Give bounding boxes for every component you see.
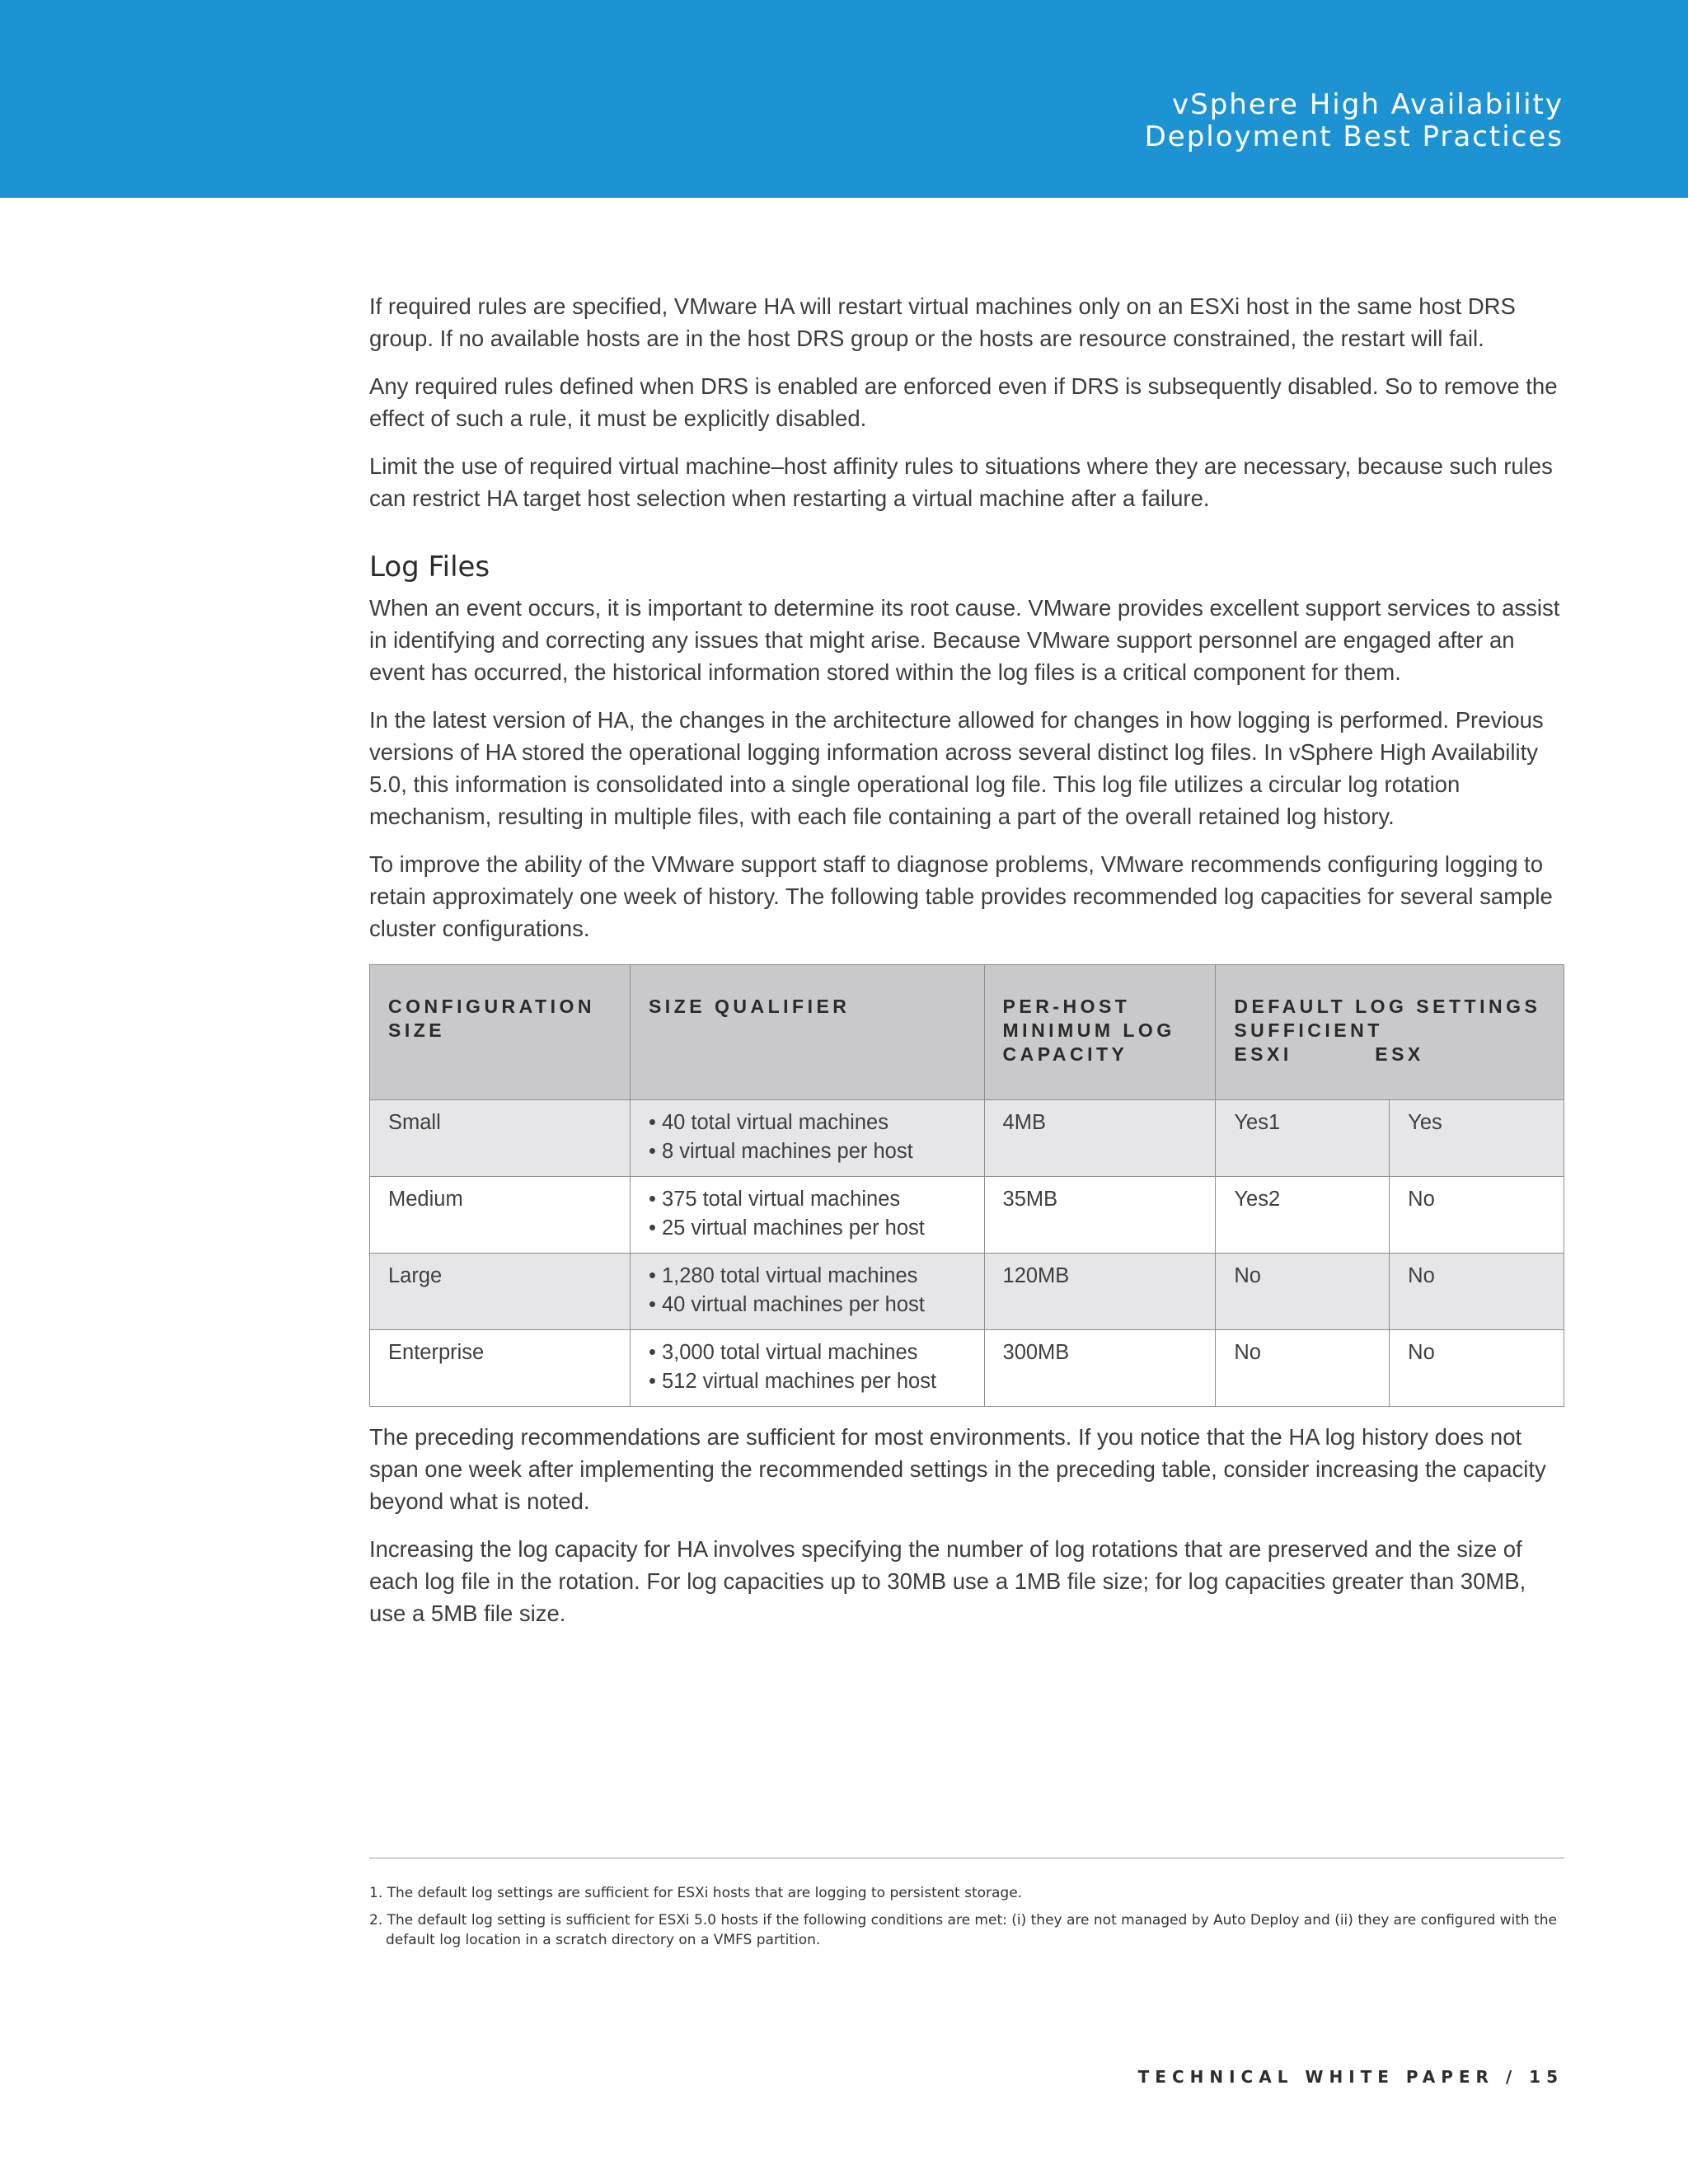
cell-config-size: Medium [370,1177,631,1254]
table-row [370,1100,1564,1177]
footnotes [369,1883,1564,1957]
cell-size-qualifier [630,1177,984,1254]
cell-esxi: Yes1 [1216,1100,1390,1177]
cell-capacity: 4MB [984,1100,1216,1177]
table-header-row [370,965,1564,1100]
qualifier-item: • 512 virtual machines per host [649,1367,966,1396]
header-default-log-settings [1216,965,1564,1100]
section-heading: Log Files [369,551,490,583]
log-capacity-table [369,964,1564,1407]
table-row [370,1330,1564,1407]
header-band [0,0,1688,198]
cell-config-size: Small [370,1100,631,1177]
intro-paragraph-2: Any required rules defined when DRS is enabled are enforced even if DRS is subsequently disabled. So to remove the effect of such a rule, it must be explicitly disabled. [369,373,1558,431]
cell-config-size: Large [370,1254,631,1330]
cell-esxi: Yes2 [1216,1177,1390,1254]
cell-esx: No [1390,1254,1564,1330]
section-paragraph-2: In the latest version of HA, the changes in the architecture allowed for changes in how logging is performed. Previous versions of HA stored the operational logging information across several distinct log files. In vSphere High Availability 5.0, this information is consolidated into a single operational log file. This log file utilizes a circular log rotation mechanism, resulting in multiple files, with each file containing a part of the overall retained log history. [369,707,1544,829]
cell-esx: Yes [1390,1100,1564,1177]
header-esx-pair [1234,1043,1545,1066]
cell-capacity: 35MB [984,1177,1216,1254]
header-default-log-settings-label: DEFAULT LOG SETTINGS SUFFICIENT [1234,996,1541,1041]
closing-paragraph-1: The preceding recommendations are sufficient for most environments. If you notice that the HA log history does not span one week after implementing the recommended settings in the preceding table, consider increasing the capacity beyond what is noted. [369,1424,1546,1514]
page-content [369,290,1564,1645]
intro-paragraph-3: Limit the use of required virtual machine–host affinity rules to situations where they are necessary, because such rules can restrict HA target host selection when restarting a virtual machine after a failure. [369,453,1553,511]
qualifier-item: • 40 total virtual machines [649,1108,966,1137]
header-esxi: ESXI [1234,1043,1292,1065]
cell-size-qualifier [630,1254,984,1330]
cell-esx: No [1390,1177,1564,1254]
cell-capacity: 300MB [984,1330,1216,1407]
qualifier-item: • 3,000 total virtual machines [649,1338,966,1367]
footnote-2: 2. The default log setting is sufficient for ESXi 5.0 hosts if the following conditions are met: (i) they are not managed by Auto Deploy and (ii) they are configured with the default log location in a scratch directory on a VMFS partition. [369,1912,1558,1948]
section-paragraph-1: When an event occurs, it is important to determine its root cause. VMware provides excellent support services to assist in identifying and correcting any issues that might arise. Because VMware support personnel are engaged after an event has occurred, the historical information stored within the log files is a critical component for them. [369,595,1560,685]
footnote-1: 1. The default log settings are sufficient for ESXi hosts that are logging to persistent storage. [369,1885,1023,1901]
document-title-line2: Deployment Best Practices [1144,120,1564,153]
qualifier-item: • 375 total virtual machines [649,1185,966,1214]
qualifier-item: • 40 virtual machines per host [649,1291,966,1319]
cell-esxi: No [1216,1254,1390,1330]
cell-size-qualifier [630,1330,984,1407]
header-size-qualifier: SIZE QUALIFIER [630,965,984,1100]
document-title-line1: vSphere High Availability [1172,88,1564,121]
qualifier-item: • 1,280 total virtual machines [649,1262,966,1291]
table-row [370,1254,1564,1330]
intro-paragraph-1: If required rules are specified, VMware HA will restart virtual machines only on an ESXi host in the same host DRS group. If no available hosts are in the host DRS group or the hosts are resource constrained, the restart will fail. [369,293,1516,351]
table-row [370,1177,1564,1254]
cell-esx: No [1390,1330,1564,1407]
cell-capacity: 120MB [984,1254,1216,1330]
qualifier-item: • 8 virtual machines per host [649,1137,966,1166]
cell-config-size: Enterprise [370,1330,631,1407]
closing-paragraph-2: Increasing the log capacity for HA involves specifying the number of log rotations that are preserved and the size of each log file in the rotation. For log capacities up to 30MB use a 1MB file size; for log capacities greater than 30MB, use a 5MB file size. [369,1536,1526,1626]
qualifier-item: • 25 virtual machines per host [649,1214,966,1243]
document-title [1145,89,1564,153]
cell-size-qualifier [630,1100,984,1177]
header-per-host-capacity: PER-HOST MINIMUM LOG CAPACITY [984,965,1216,1100]
header-config-size: CONFIGURATION SIZE [370,965,631,1100]
cell-esxi: No [1216,1330,1390,1407]
section-paragraph-3: To improve the ability of the VMware support staff to diagnose problems, VMware recommends configuring logging to retain approximately one week of history. The following table provides recommended log capacities for several sample cluster configurations. [369,851,1553,941]
page-footer: TECHNICAL WHITE PAPER / 15 [1137,2067,1564,2087]
header-esx: ESX [1375,1043,1424,1065]
